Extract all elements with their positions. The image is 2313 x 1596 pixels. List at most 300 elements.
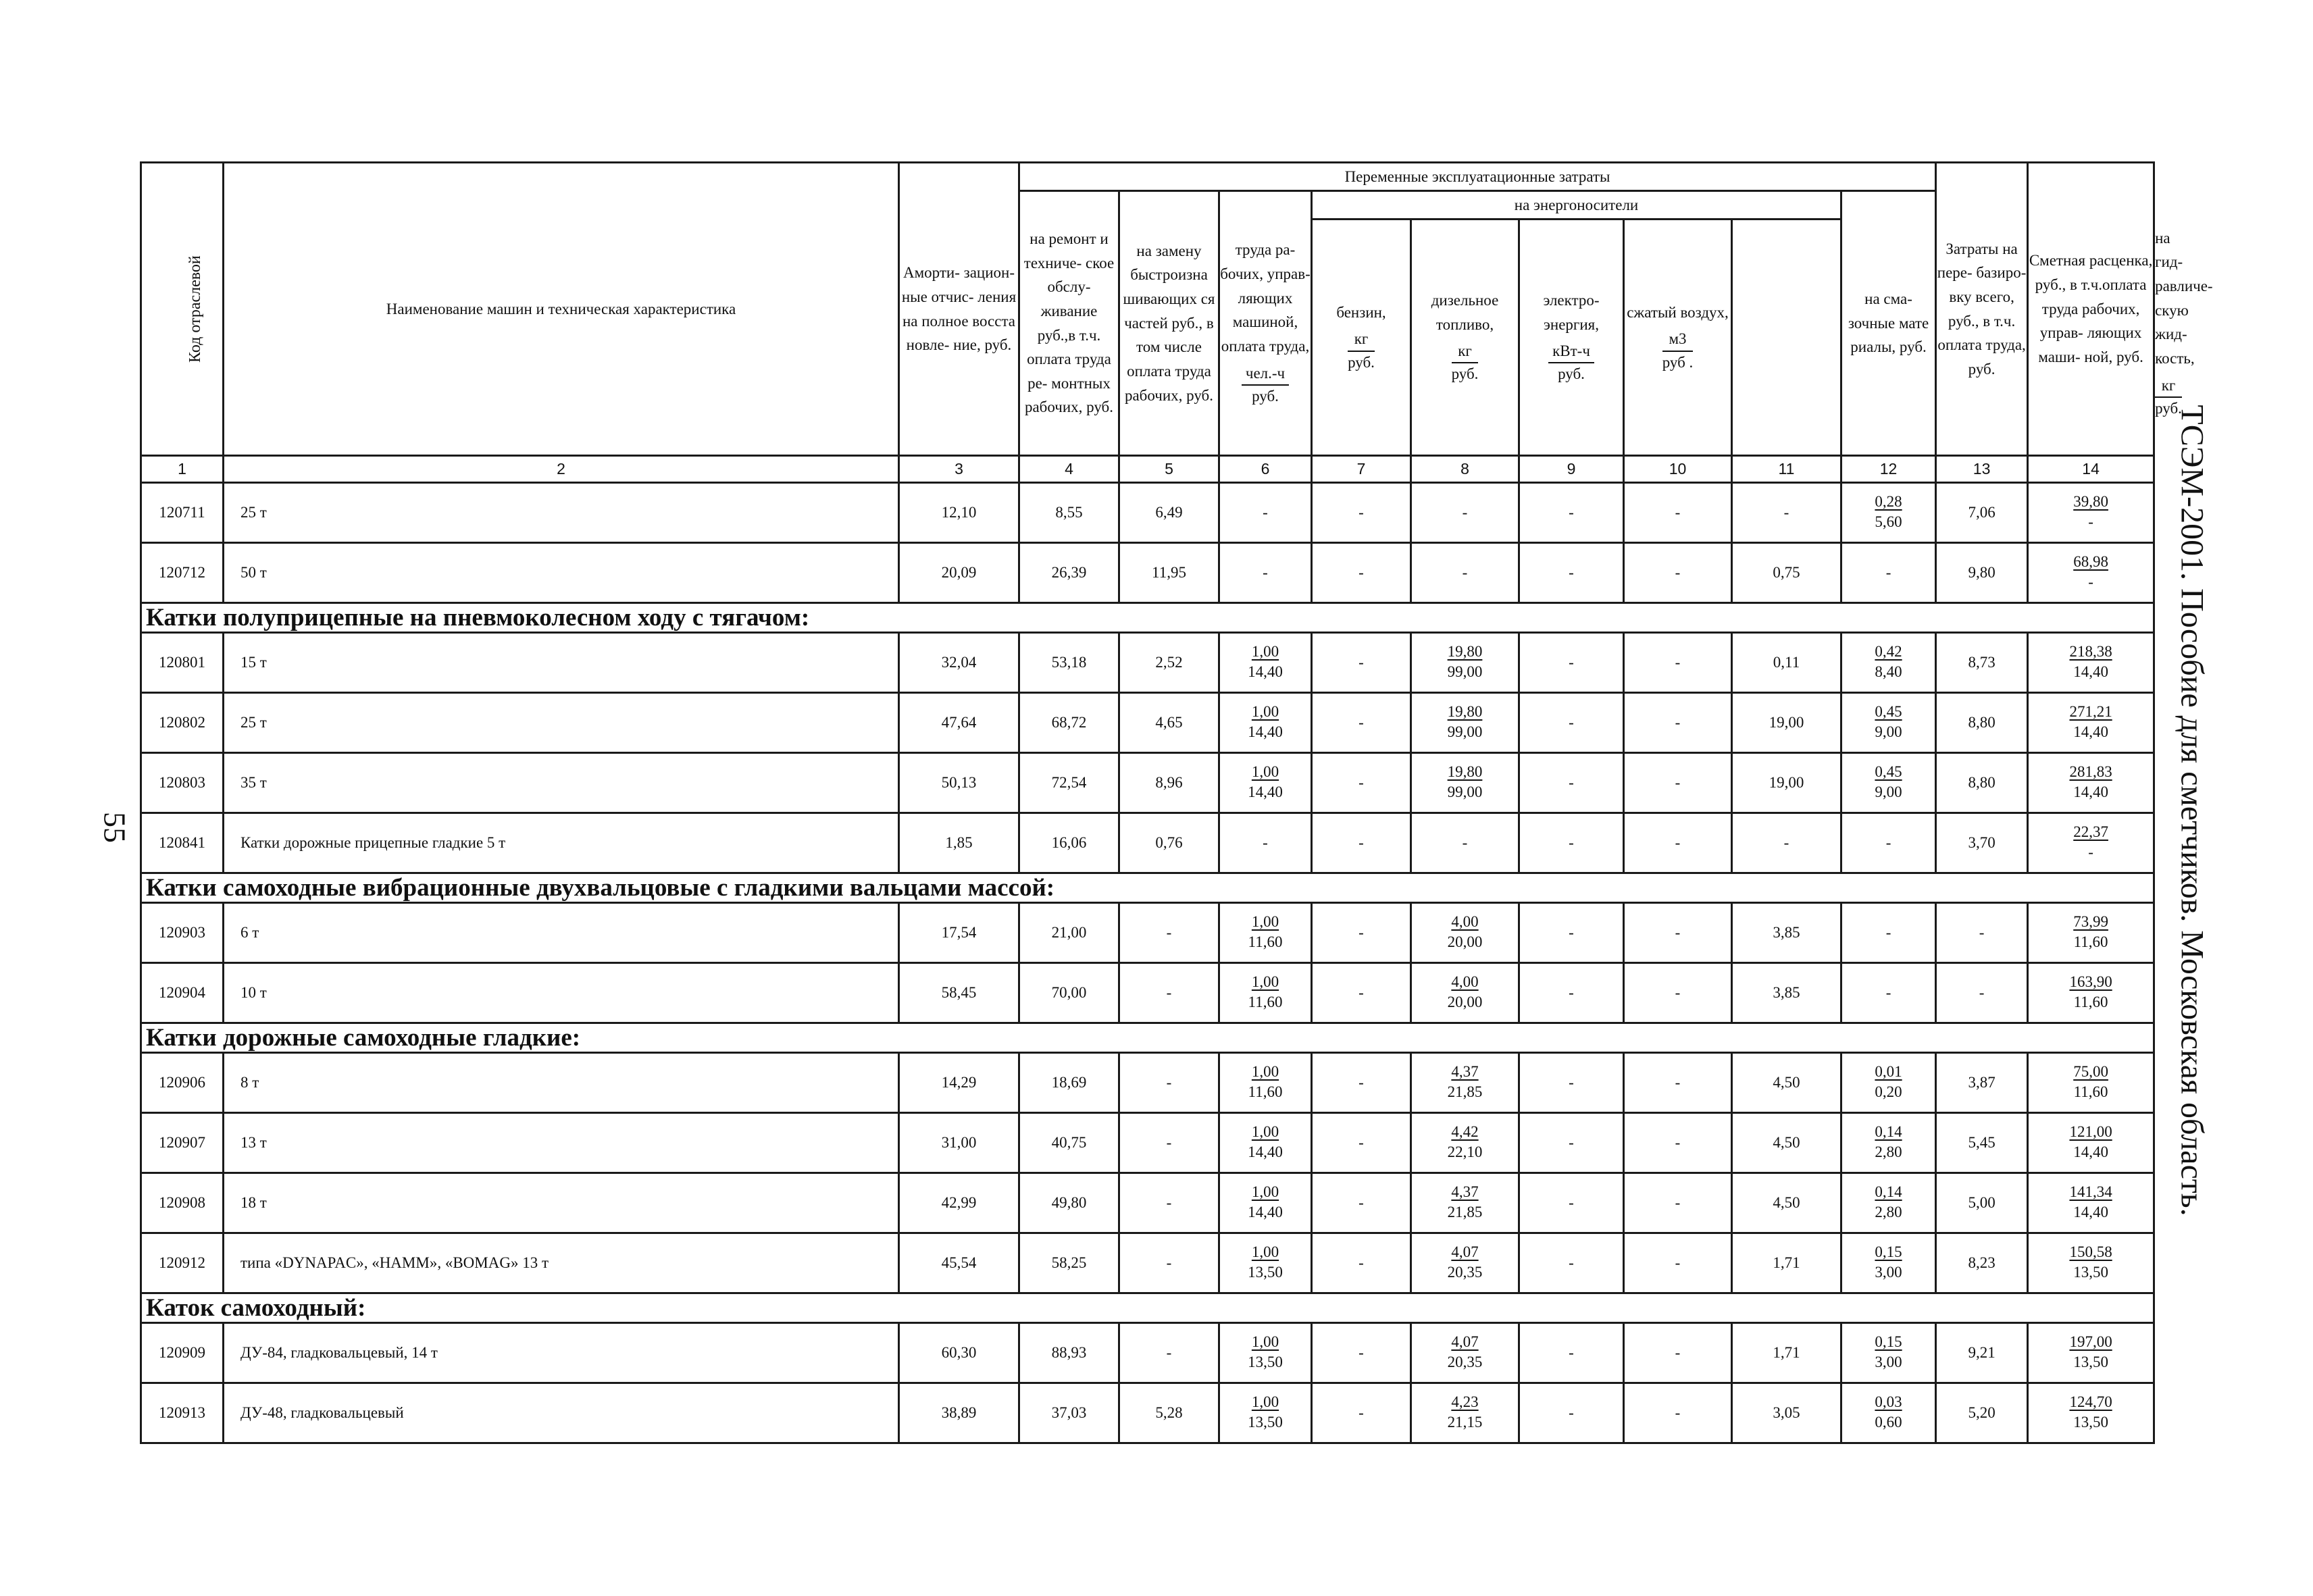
diesel-cell: -	[1411, 813, 1519, 873]
fraction-numerator: 4,07	[1451, 1333, 1479, 1350]
air-cell: -	[1624, 1323, 1732, 1383]
column-number: 8	[1411, 456, 1519, 483]
amortization-cell: 50,13	[899, 753, 1019, 813]
name-cell: 25 т	[224, 693, 899, 753]
relocation-cell: 8,80	[1936, 693, 2028, 753]
fraction-numerator: 1,00	[1251, 1062, 1279, 1080]
relocation-cell: -	[1936, 963, 2028, 1023]
fraction-denominator: 3,00	[1875, 1353, 1902, 1370]
fraction-denominator: 13,50	[1248, 1353, 1283, 1370]
table-row	[141, 693, 2154, 753]
labor-cell	[1219, 963, 1312, 1023]
air-cell: -	[1624, 753, 1732, 813]
fraction-numerator: 0,15	[1875, 1333, 1902, 1350]
lubricants-cell: 1,71	[1732, 1233, 1841, 1293]
fraction-denominator: 20,35	[1447, 1353, 1483, 1370]
hydraulic-cell	[1841, 1233, 1936, 1293]
fraction-denominator: -	[2088, 573, 2093, 590]
code-cell: 120913	[141, 1383, 224, 1443]
fraction-numerator: 4,00	[1451, 912, 1479, 930]
fraction-denominator: 14,40	[2073, 1203, 2108, 1220]
fraction-value	[2069, 642, 2112, 682]
petrol-cell: -	[1312, 483, 1411, 543]
name-cell: 13 т	[224, 1113, 899, 1173]
hydraulic-cell	[1841, 1383, 1936, 1443]
fraction-value	[2069, 702, 2112, 742]
table-row	[141, 543, 2154, 603]
relocation-cell: 5,00	[1936, 1173, 2028, 1233]
fraction-numerator: 4,07	[1451, 1243, 1479, 1260]
air-cell: -	[1624, 1233, 1732, 1293]
amortization-cell: 38,89	[899, 1383, 1019, 1443]
lubricants-cell: 19,00	[1732, 693, 1841, 753]
petrol-cell: -	[1312, 1323, 1411, 1383]
table-row	[141, 753, 2154, 813]
fraction-value	[1248, 1392, 1283, 1433]
fraction-numerator: 39,80	[2073, 492, 2108, 510]
header-code: Код отраслевой	[141, 163, 224, 456]
parts-cell: 4,65	[1119, 693, 1219, 753]
rate-cell	[2028, 963, 2154, 1023]
fraction-value	[2073, 822, 2108, 863]
parts-cell: 11,95	[1119, 543, 1219, 603]
code-cell: 120906	[141, 1053, 224, 1113]
rate-cell	[2028, 633, 2154, 693]
name-cell: 8 т	[224, 1053, 899, 1113]
lubricants-cell: -	[1732, 483, 1841, 543]
fraction-numerator: 0,28	[1875, 492, 1902, 510]
table-row	[141, 1053, 2154, 1113]
diesel-cell	[1411, 903, 1519, 963]
rate-cell	[2028, 483, 2154, 543]
fraction-numerator: 1,00	[1251, 702, 1279, 720]
code-cell: 120841	[141, 813, 224, 873]
fraction-denominator: 14,40	[2073, 1143, 2108, 1160]
electricity-cell: -	[1519, 543, 1624, 603]
hydraulic-cell: -	[1841, 813, 1936, 873]
relocation-cell: 9,21	[1936, 1323, 2028, 1383]
header-diesel: дизельное топливо, кг руб.	[1411, 220, 1519, 456]
fraction-numerator: 4,00	[1451, 973, 1479, 990]
diesel-cell	[1411, 1053, 1519, 1113]
fraction-numerator: 281,83	[2069, 763, 2112, 780]
fraction-value	[1248, 972, 1283, 1012]
petrol-cell: -	[1312, 1233, 1411, 1293]
petrol-cell: -	[1312, 963, 1411, 1023]
lubricants-cell: 19,00	[1732, 753, 1841, 813]
repair-cell: 21,00	[1019, 903, 1119, 963]
petrol-cell: -	[1312, 1383, 1411, 1443]
relocation-cell: 5,45	[1936, 1113, 2028, 1173]
fraction-denominator: 3,00	[1875, 1263, 1902, 1281]
fraction-numerator: 0,45	[1875, 702, 1902, 720]
table-header: Код отраслевой Наименование машин и техническая характеристика Аморти- зацион- ные отчис- ления на полное восста новле- ние, руб. Переменные эксплуатационные затраты Затраты на пере- базиро- вку всего, руб., в т.ч. оплата труда, руб. Сметная расценка, руб., в т.ч.оплата труда рабочих, управ- ляющих маши- ной, руб. на ремонт и техниче- ское обслу- живание руб.,в т.ч. оплата труда ре- монтных рабочих, руб. на замену быстроизна шивающих ся частей руб., в том числе оплата труда рабочих, руб. труда ра- бочих, управ- ляющих машиной, оплата труда, чел.-ч руб. на энергоносители на сма- зочные мате риалы, руб. на гид- равличе- скую жид- кость, кг руб. бензин, кг руб. дизельное топливо, кг руб. электро- энергия, кВт-ч руб. сжатый воздух, м3 руб . 1 2 3 4 5 6 7 8 9 10 11 12 13 14	[141, 163, 2154, 483]
fraction-numerator: 197,00	[2069, 1333, 2112, 1350]
repair-cell: 40,75	[1019, 1113, 1119, 1173]
table-body	[141, 483, 2154, 1443]
code-cell: 120912	[141, 1233, 224, 1293]
air-cell: -	[1624, 963, 1732, 1023]
air-cell: -	[1624, 693, 1732, 753]
electricity-cell: -	[1519, 1173, 1624, 1233]
name-cell: типа «DYNAPAC», «HAMM», «BOMAG» 13 т	[224, 1233, 899, 1293]
hydraulic-cell	[1841, 753, 1936, 813]
labor-cell	[1219, 1233, 1312, 1293]
labor-cell	[1219, 693, 1312, 753]
table-row	[141, 813, 2154, 873]
labor-cell	[1219, 1383, 1312, 1443]
repair-cell: 16,06	[1019, 813, 1119, 873]
fraction-denominator: 11,60	[2073, 933, 2108, 950]
code-cell: 120909	[141, 1323, 224, 1383]
amortization-cell: 12,10	[899, 483, 1019, 543]
fraction-denominator: 99,00	[1447, 783, 1483, 800]
fraction-numerator: 1,00	[1251, 1183, 1279, 1200]
electricity-cell: -	[1519, 1053, 1624, 1113]
code-cell: 120712	[141, 543, 224, 603]
fraction-denominator: 20,00	[1447, 933, 1483, 950]
name-cell: 35 т	[224, 753, 899, 813]
electricity-cell: -	[1519, 1383, 1624, 1443]
fraction-denominator: 9,00	[1875, 783, 1902, 800]
fraction-value	[1448, 642, 1483, 682]
column-number: 10	[1624, 456, 1732, 483]
fraction-numerator: 68,98	[2073, 552, 2108, 570]
fraction-value	[2073, 492, 2108, 532]
rate-cell	[2028, 1383, 2154, 1443]
column-number: 2	[224, 456, 899, 483]
group-heading-row	[141, 603, 2154, 633]
fraction-denominator: 14,40	[2073, 783, 2108, 800]
fraction-numerator: 1,00	[1251, 763, 1279, 780]
fraction-numerator: 1,00	[1251, 1393, 1279, 1410]
fraction-denominator: 11,60	[2073, 993, 2108, 1010]
repair-cell: 72,54	[1019, 753, 1119, 813]
header-name: Наименование машин и техническая характеристика	[224, 163, 899, 456]
amortization-cell: 20,09	[899, 543, 1019, 603]
fraction-denominator: 21,15	[1447, 1413, 1483, 1431]
parts-cell: -	[1119, 903, 1219, 963]
code-cell: 120903	[141, 903, 224, 963]
hydraulic-cell	[1841, 633, 1936, 693]
relocation-cell: 9,80	[1936, 543, 2028, 603]
group-heading-row	[141, 1293, 2154, 1323]
rate-cell	[2028, 753, 2154, 813]
fraction-denominator: 13,50	[2073, 1263, 2108, 1281]
diesel-cell	[1411, 963, 1519, 1023]
fraction-numerator: 0,03	[1875, 1393, 1902, 1410]
fraction-value	[1248, 912, 1283, 952]
labor-cell: -	[1219, 543, 1312, 603]
diesel-cell	[1411, 1173, 1519, 1233]
repair-cell: 70,00	[1019, 963, 1119, 1023]
rate-cell	[2028, 693, 2154, 753]
diesel-cell: -	[1411, 483, 1519, 543]
amortization-cell: 47,64	[899, 693, 1019, 753]
lubricants-cell: 1,71	[1732, 1323, 1841, 1383]
fraction-denominator: 5,60	[1875, 513, 1902, 530]
fraction-denominator: 14,40	[1248, 1143, 1283, 1160]
air-cell: -	[1624, 633, 1732, 693]
labor-cell: -	[1219, 813, 1312, 873]
relocation-cell: 5,20	[1936, 1383, 2028, 1443]
column-number: 5	[1119, 456, 1219, 483]
fraction-numerator: 1,00	[1251, 1123, 1279, 1140]
header-petrol: бензин, кг руб.	[1312, 220, 1411, 456]
labor-cell	[1219, 1173, 1312, 1233]
rate-cell	[2028, 813, 2154, 873]
column-number-row	[141, 456, 2154, 483]
header-compressed-air: сжатый воздух, м3 руб .	[1624, 220, 1732, 456]
fraction-value	[1248, 1182, 1283, 1222]
fraction-denominator: 20,35	[1447, 1263, 1483, 1281]
parts-cell: -	[1119, 1113, 1219, 1173]
rate-cell	[2028, 1233, 2154, 1293]
petrol-cell: -	[1312, 813, 1411, 873]
fraction-denominator: 14,40	[1248, 663, 1283, 680]
air-cell: -	[1624, 903, 1732, 963]
labor-cell	[1219, 1113, 1312, 1173]
amortization-cell: 42,99	[899, 1173, 1019, 1233]
diesel-cell	[1411, 1383, 1519, 1443]
parts-cell: 6,49	[1119, 483, 1219, 543]
fraction-numerator: 1,00	[1251, 912, 1279, 930]
group-heading: Катки самоходные вибрационные двухвальцовые с гладкими вальцами массой:	[141, 873, 2154, 903]
petrol-cell: -	[1312, 543, 1411, 603]
amortization-cell: 58,45	[899, 963, 1019, 1023]
header-parts: на замену быстроизна шивающих ся частей руб., в том числе оплата труда рабочих, руб.	[1119, 191, 1219, 456]
fraction-value	[2069, 1332, 2112, 1372]
fraction-numerator: 0,45	[1875, 763, 1902, 780]
fraction-numerator: 0,14	[1875, 1183, 1902, 1200]
table-row	[141, 963, 2154, 1023]
parts-cell: 2,52	[1119, 633, 1219, 693]
column-number: 6	[1219, 456, 1312, 483]
electricity-cell: -	[1519, 633, 1624, 693]
header-rate: Сметная расценка, руб., в т.ч.оплата труда рабочих, управ- ляющих маши- ной, руб.	[2028, 163, 2154, 456]
fraction-numerator: 150,58	[2069, 1243, 2112, 1260]
hydraulic-cell	[1841, 1053, 1936, 1113]
parts-cell: -	[1119, 963, 1219, 1023]
group-heading-row	[141, 873, 2154, 903]
repair-cell: 8,55	[1019, 483, 1119, 543]
hydraulic-cell	[1841, 483, 1936, 543]
fraction-numerator: 1,00	[1251, 1333, 1279, 1350]
electricity-cell: -	[1519, 813, 1624, 873]
column-number: 14	[2028, 456, 2154, 483]
fraction-value	[2069, 1182, 2112, 1222]
relocation-cell: 8,80	[1936, 753, 2028, 813]
petrol-cell: -	[1312, 903, 1411, 963]
fraction-value	[2069, 1392, 2112, 1433]
table-row	[141, 483, 2154, 543]
side-caption: ТСЭМ-2001. Пособие для сметчиков. Московская область.	[2174, 405, 2210, 1216]
fraction-denominator: 11,60	[2073, 1083, 2108, 1100]
hydraulic-cell: -	[1841, 963, 1936, 1023]
rate-cell	[2028, 1323, 2154, 1383]
repair-cell: 26,39	[1019, 543, 1119, 603]
petrol-cell: -	[1312, 633, 1411, 693]
hydraulic-cell	[1841, 1113, 1936, 1173]
fraction-value	[1875, 642, 1902, 682]
parts-cell: -	[1119, 1323, 1219, 1383]
diesel-cell	[1411, 693, 1519, 753]
fraction-numerator: 124,70	[2069, 1393, 2112, 1410]
fraction-value	[1248, 1332, 1283, 1372]
fraction-denominator: 9,00	[1875, 723, 1902, 740]
group-heading: Катки полуприцепные на пневмоколесном ходу с тягачом:	[141, 603, 2154, 633]
fraction-denominator: 8,40	[1875, 663, 1902, 680]
fraction-value	[1875, 1392, 1902, 1433]
fraction-value	[1448, 1062, 1483, 1102]
parts-cell: -	[1119, 1053, 1219, 1113]
fraction-denominator: 2,80	[1875, 1203, 1902, 1220]
fraction-numerator: 19,80	[1447, 763, 1483, 780]
amortization-cell: 45,54	[899, 1233, 1019, 1293]
air-cell: -	[1624, 543, 1732, 603]
fraction-value	[1448, 1242, 1483, 1283]
fraction-numerator: 19,80	[1447, 702, 1483, 720]
fraction-numerator: 19,80	[1447, 642, 1483, 660]
name-cell: 18 т	[224, 1173, 899, 1233]
repair-cell: 53,18	[1019, 633, 1119, 693]
fraction-denominator: 0,20	[1875, 1083, 1902, 1100]
table-row	[141, 633, 2154, 693]
column-number: 1	[141, 456, 224, 483]
fraction-denominator: 13,50	[2073, 1353, 2108, 1370]
relocation-cell: 8,23	[1936, 1233, 2028, 1293]
header-energy: на энергоносители	[1312, 191, 1841, 220]
fraction-value	[1248, 1242, 1283, 1283]
amortization-cell: 17,54	[899, 903, 1019, 963]
fraction-value	[2069, 1242, 2112, 1283]
relocation-cell: 3,87	[1936, 1053, 2028, 1113]
fraction-value	[1248, 642, 1283, 682]
electricity-cell: -	[1519, 753, 1624, 813]
fraction-numerator: 4,42	[1451, 1123, 1479, 1140]
code-cell: 120711	[141, 483, 224, 543]
column-number: 9	[1519, 456, 1624, 483]
fraction-denominator: 99,00	[1447, 723, 1483, 740]
fraction-value	[1875, 1122, 1902, 1162]
fraction-numerator: 1,00	[1251, 642, 1279, 660]
repair-cell: 49,80	[1019, 1173, 1119, 1233]
fraction-value	[1875, 702, 1902, 742]
code-cell: 120802	[141, 693, 224, 753]
diesel-cell	[1411, 633, 1519, 693]
fraction-numerator: 0,42	[1875, 642, 1902, 660]
fraction-denominator: 0,60	[1875, 1413, 1902, 1431]
diesel-cell	[1411, 1233, 1519, 1293]
fraction-numerator: 1,00	[1251, 1243, 1279, 1260]
repair-cell: 37,03	[1019, 1383, 1119, 1443]
page-number: 55	[97, 812, 132, 843]
hydraulic-cell: -	[1841, 903, 1936, 963]
name-cell: 25 т	[224, 483, 899, 543]
relocation-cell: -	[1936, 903, 2028, 963]
air-cell: -	[1624, 1053, 1732, 1113]
lubricants-cell: 4,50	[1732, 1113, 1841, 1173]
column-number: 7	[1312, 456, 1411, 483]
table-row	[141, 903, 2154, 963]
fraction-value	[1875, 762, 1902, 802]
fraction-numerator: 73,99	[2073, 912, 2108, 930]
name-cell: 15 т	[224, 633, 899, 693]
fraction-denominator: -	[2088, 843, 2093, 860]
rate-cell	[2028, 1113, 2154, 1173]
column-number: 4	[1019, 456, 1119, 483]
table-row	[141, 1383, 2154, 1443]
petrol-cell: -	[1312, 1173, 1411, 1233]
diesel-cell	[1411, 1113, 1519, 1173]
table-row	[141, 1233, 2154, 1293]
fraction-value	[2073, 552, 2108, 592]
fraction-value	[1875, 492, 1902, 532]
labor-cell	[1219, 1323, 1312, 1383]
fraction-value	[1448, 762, 1483, 802]
air-cell: -	[1624, 483, 1732, 543]
fraction-value	[1875, 1332, 1902, 1372]
fraction-denominator: 11,60	[1248, 1083, 1283, 1100]
fraction-numerator: 163,90	[2069, 973, 2112, 990]
name-cell: Катки дорожные прицепные гладкие 5 т	[224, 813, 899, 873]
labor-cell	[1219, 1053, 1312, 1113]
fraction-denominator: 14,40	[2073, 663, 2108, 680]
diesel-cell: -	[1411, 543, 1519, 603]
header-repair: на ремонт и техниче- ское обслу- живание руб.,в т.ч. оплата труда ре- монтных рабочих, руб.	[1019, 191, 1119, 456]
column-number: 3	[899, 456, 1019, 483]
fraction-numerator: 218,38	[2069, 642, 2112, 660]
code-cell: 120907	[141, 1113, 224, 1173]
fraction-value	[1248, 1062, 1283, 1102]
table-row	[141, 1323, 2154, 1383]
repair-cell: 58,25	[1019, 1233, 1119, 1293]
air-cell: -	[1624, 1383, 1732, 1443]
parts-cell: 8,96	[1119, 753, 1219, 813]
amortization-cell: 1,85	[899, 813, 1019, 873]
fraction-denominator: 14,40	[1248, 783, 1283, 800]
diesel-cell	[1411, 753, 1519, 813]
fraction-value	[1448, 1332, 1483, 1372]
fraction-denominator: 13,50	[1248, 1263, 1283, 1281]
fraction-value	[1448, 1122, 1483, 1162]
petrol-cell: -	[1312, 693, 1411, 753]
fraction-denominator: -	[2088, 513, 2093, 530]
name-cell: 6 т	[224, 903, 899, 963]
fraction-denominator: 22,10	[1447, 1143, 1483, 1160]
amortization-cell: 14,29	[899, 1053, 1019, 1113]
electricity-cell: -	[1519, 903, 1624, 963]
fraction-numerator: 141,34	[2069, 1183, 2112, 1200]
lubricants-cell: 3,85	[1732, 903, 1841, 963]
fraction-denominator: 11,60	[1248, 993, 1283, 1010]
labor-cell	[1219, 633, 1312, 693]
name-cell: ДУ-48, гладковальцевый	[224, 1383, 899, 1443]
fraction-value	[2073, 1062, 2108, 1102]
electricity-cell: -	[1519, 1323, 1624, 1383]
fraction-denominator: 21,85	[1447, 1083, 1483, 1100]
fraction-value	[1448, 972, 1483, 1012]
parts-cell: 5,28	[1119, 1383, 1219, 1443]
header-electricity: электро- энергия, кВт-ч руб.	[1519, 220, 1624, 456]
air-cell: -	[1624, 1173, 1732, 1233]
fraction-value	[1875, 1242, 1902, 1283]
fraction-value	[2073, 912, 2108, 952]
fraction-denominator: 21,85	[1447, 1203, 1483, 1220]
labor-cell	[1219, 903, 1312, 963]
parts-cell: -	[1119, 1173, 1219, 1233]
relocation-cell: 7,06	[1936, 483, 2028, 543]
